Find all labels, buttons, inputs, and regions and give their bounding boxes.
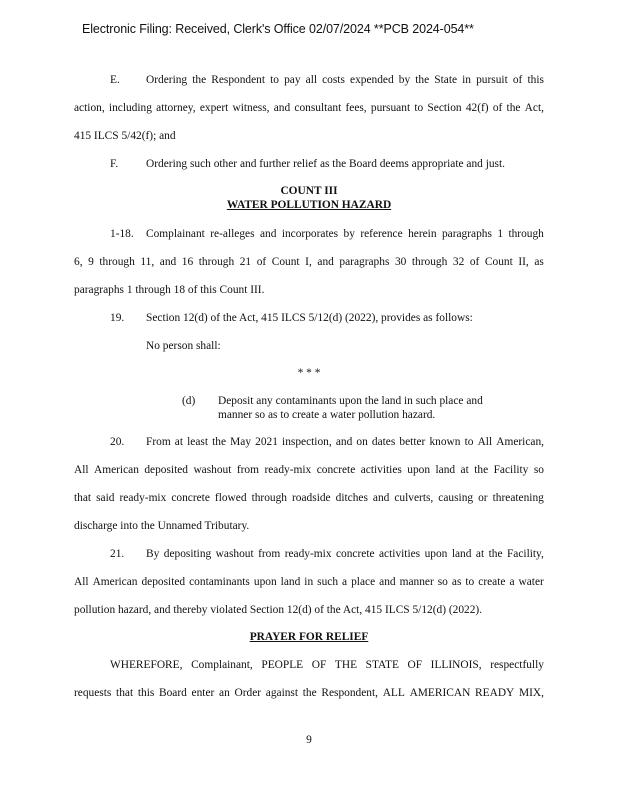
item-e-text-2-word: and	[273, 102, 291, 114]
para-1-18-text-2-word: Count	[484, 256, 513, 268]
para-21-text-1-word: activities	[379, 548, 421, 560]
para-21-text-1-word: By	[146, 548, 160, 560]
item-e-text-2-word: pursuant	[370, 102, 411, 114]
para-20-text-3-word: through	[251, 492, 287, 504]
para-20-text-1-word: at	[174, 436, 184, 448]
para-20-text-3-word: threatening	[492, 492, 544, 504]
para-1-18-text-2-word: 30	[394, 256, 407, 268]
item-e-text-word: the	[192, 74, 207, 86]
para-20-text-3-word: ditches	[335, 492, 368, 504]
para-1-18-text-2-word: through	[198, 256, 235, 268]
sub-clause-label: (d)	[182, 395, 196, 407]
para-21-text-1-word: ready-mix	[284, 548, 332, 560]
item-e-text-word: Ordering	[146, 74, 188, 86]
para-21-text-2-word: a	[509, 576, 515, 588]
item-e-text-word: all	[305, 74, 318, 86]
para-20-text-2-word: ready-mix	[264, 464, 312, 476]
para-21-text-2-word: a	[342, 576, 348, 588]
para-1-18-text-1-word: paragraphs	[441, 228, 492, 240]
para-21-text-2-word: American	[92, 576, 138, 588]
item-f-label: F.	[110, 158, 119, 170]
para-1-18-text-1-word: through	[508, 228, 544, 240]
para-1-18-text-1-word: incorporates	[281, 228, 339, 240]
para-21-text-1-word: at	[475, 548, 485, 560]
para-1-18-line1	[146, 227, 544, 241]
para-20-text-1-word: All	[477, 436, 493, 448]
para-20-text-1-word: inspection,	[282, 436, 332, 448]
prayer-text-2-word: AMERICAN	[409, 687, 471, 699]
item-e-text-word: in	[462, 74, 472, 86]
para-20-text-3-word: causing	[438, 492, 474, 504]
prayer-text-1-word: THE	[334, 659, 358, 671]
para-20-text-3-word: culverts,	[394, 492, 434, 504]
item-e-text-word: pursuit	[476, 74, 508, 86]
item-e-text-2-word: expert	[199, 102, 229, 114]
prayer-text-2-word: enter	[191, 687, 215, 699]
item-e-label: E.	[110, 74, 120, 86]
para-20-text-2-word: the	[474, 464, 489, 476]
para-20-text-1-word: to	[464, 436, 474, 448]
para-20-text-1-word: May	[230, 436, 252, 448]
prayer-text-2-word: that	[116, 687, 134, 699]
item-e-text-word: to	[270, 74, 279, 86]
para-1-18-text-2-word: and	[159, 256, 177, 268]
item-e-text-2-word: Section	[427, 102, 462, 114]
para-20-text-2-word: concrete	[316, 464, 356, 476]
prayer-text-2-word: the	[302, 687, 317, 699]
para-1-18-text-2-word: through	[411, 256, 448, 268]
para-21-text-1-word: washout	[215, 548, 254, 560]
para-1-18-text-1-word: reference	[360, 228, 403, 240]
prayer-text-2-word: READY	[475, 687, 515, 699]
para-21-text-1-word: land	[451, 548, 472, 560]
para-21-text-1-word: from	[258, 548, 281, 560]
no-person-shall: No person shall:	[146, 340, 221, 352]
para-20-text-1-word: dates	[371, 436, 396, 448]
para-20-line4: discharge into the Unnamed Tributary.	[74, 520, 250, 532]
para-21-text-2-word: and	[379, 576, 396, 588]
para-21-line3: pollution hazard, and thereby violated Section 12(d) of the Act, 415 ILCS 5/12(d) (2022).	[74, 604, 483, 616]
para-21-number: 21.	[110, 548, 125, 560]
sub-clause-line2: manner so as to create a water pollution hazard.	[218, 409, 436, 421]
para-20-text-1-word: 2021	[255, 436, 278, 448]
prayer-text-1-word: PEOPLE	[261, 659, 304, 671]
para-1-18-text-2-word: 16	[181, 256, 194, 268]
item-e-text-2-word: of	[492, 102, 503, 114]
count-subtitle: WATER POLLUTION HAZARD	[226, 199, 392, 211]
prayer-text-2-word: against	[265, 687, 299, 699]
para-21-text-2-word: land	[280, 576, 301, 588]
prayer-line2	[74, 686, 544, 700]
page-number: 9	[306, 734, 312, 746]
para-1-18-text-2-word: and	[317, 256, 334, 268]
prayer-text-1-word: STATE	[365, 659, 399, 671]
para-21-text-2-word: upon	[253, 576, 277, 588]
para-20-line1	[146, 435, 544, 449]
para-1-18-text-1-word: by	[343, 228, 355, 240]
para-20-text-2-word: American	[94, 464, 139, 476]
para-20-text-2-word: at	[460, 464, 469, 476]
para-21-line2	[74, 575, 544, 589]
para-20-text-3-word: flowed	[214, 492, 247, 504]
para-1-18-text-2-word: 21	[239, 256, 252, 268]
para-1-18-text-1-word: and	[259, 228, 277, 240]
para-21-text-2-word: manner	[399, 576, 434, 588]
para-20-text-3-word: said	[96, 492, 115, 504]
item-e-text-word: expended	[350, 74, 394, 86]
prayer-text-2-word: this	[137, 687, 155, 699]
para-21-text-2-word: to	[465, 576, 475, 588]
para-1-18-line3: paragraphs 1 through 18 of this Count III.	[74, 284, 265, 296]
para-21-text-1-word: upon	[424, 548, 448, 560]
item-e-text-2-word: 42(f)	[465, 102, 489, 114]
prayer-text-1-word: WHEREFORE,	[110, 659, 183, 671]
prayer-text-2-word: Board	[159, 687, 187, 699]
item-e-text-word: pay	[284, 74, 301, 86]
para-1-18-text-2-word: Count	[271, 256, 300, 268]
para-1-18-text-2-word: II,	[518, 256, 529, 268]
para-1-18-text-2-word: of	[469, 256, 480, 268]
para-20-text-1-word: least	[187, 436, 209, 448]
para-20-text-3-word: and	[372, 492, 390, 504]
prayer-text-1-word: Complainant,	[191, 659, 253, 671]
para-21-text-2-word: water	[518, 576, 544, 588]
prayer-text-2-word: ALL	[382, 687, 405, 699]
para-20-line2	[74, 463, 544, 477]
prayer-text-2-word: Order	[234, 687, 262, 699]
para-21-text-2-word: such	[317, 576, 339, 588]
item-e-text-2-word: fees,	[345, 102, 367, 114]
prayer-heading: PRAYER FOR RELIEF	[249, 631, 369, 643]
para-20-text-2-word: upon	[407, 464, 431, 476]
prayer-line1	[110, 658, 544, 672]
para-20-text-1-word: American,	[496, 436, 544, 448]
para-21-text-2-word: as	[451, 576, 462, 588]
sub-clause-line1: Deposit any contaminants upon the land in such place and	[218, 395, 483, 407]
item-e-text-2-word: to	[414, 102, 424, 114]
item-e-text-word: this	[527, 74, 544, 86]
para-21-text-2-word: All	[74, 576, 89, 588]
para-20-text-2-word: so	[533, 464, 544, 476]
para-20-line3	[74, 491, 544, 505]
para-20-text-3-word: or	[478, 492, 488, 504]
para-20-text-2-word: deposited	[144, 464, 188, 476]
filing-header: Electronic Filing: Received, Clerk's Office 02/07/2024 **PCB 2024-054**	[82, 22, 474, 36]
item-e-line3: 415 ILCS 5/42(f); and	[74, 130, 176, 142]
para-21-text-1-word: the	[488, 548, 503, 560]
para-1-18-text-1-word: herein	[408, 228, 437, 240]
para-20-text-2-word: All	[74, 464, 89, 476]
item-f-line1: Ordering such other and further relief as the Board deems appropriate and just.	[146, 158, 505, 170]
item-e-text-2-word: Act,	[524, 102, 544, 114]
para-1-18-text-2-word: as	[534, 256, 544, 268]
para-20-text-3-word: roadside	[292, 492, 331, 504]
item-e-text-2-word: including	[108, 102, 152, 114]
para-21-text-2-word: in	[304, 576, 314, 588]
para-21-text-2-word: place	[351, 576, 376, 588]
para-20-text-1-word: on	[356, 436, 368, 448]
para-21-text-2-word: create	[478, 576, 506, 588]
item-e-text-word: of	[512, 74, 523, 86]
para-19-line1: Section 12(d) of the Act, 415 ILCS 5/12(d) (2022), provides as follows:	[146, 312, 473, 324]
prayer-text-1-word: respectfully	[490, 659, 544, 671]
para-21-text-2-word: deposited	[141, 576, 186, 588]
para-20-text-2-word: from	[236, 464, 259, 476]
prayer-text-1-word: ILLINOIS,	[430, 659, 482, 671]
prayer-text-2-word: requests	[74, 687, 112, 699]
para-1-18-text-2-word: through	[99, 256, 135, 268]
item-e-text-2-word: the	[506, 102, 521, 114]
para-21-text-1-word: concrete	[335, 548, 375, 560]
para-21-text-1-word: depositing	[163, 548, 212, 560]
para-20-text-1-word: the	[212, 436, 227, 448]
item-e-text-2-word: action,	[74, 102, 105, 114]
item-e-text-word: the	[415, 74, 430, 86]
item-e-text-2-word: witness,	[232, 102, 270, 114]
para-20-text-3-word: that	[74, 492, 92, 504]
para-20-text-3-word: ready-mix	[119, 492, 167, 504]
para-20-text-1-word: and	[335, 436, 353, 448]
para-1-18-line2	[74, 255, 544, 269]
prayer-text-2-word: an	[219, 687, 230, 699]
item-e-text-word: Respondent	[211, 74, 266, 86]
para-21-text-2-word: contaminants	[189, 576, 250, 588]
para-21-text-1-word: Facility,	[506, 548, 544, 560]
para-20-number: 20.	[110, 436, 125, 448]
para-1-18-text-1-word: re-alleges	[210, 228, 255, 240]
item-e-text-2-word: consultant	[294, 102, 342, 114]
para-21-line1	[146, 547, 544, 561]
para-20-text-2-word: washout	[193, 464, 232, 476]
para-1-18-text-2-word: 32	[452, 256, 465, 268]
para-1-18-text-2-word: of	[256, 256, 267, 268]
para-20-text-2-word: land	[435, 464, 456, 476]
para-20-text-2-word: activities	[360, 464, 402, 476]
para-1-18-text-2-word: 11,	[140, 256, 155, 268]
item-e-line1	[146, 73, 544, 87]
para-21-text-2-word: so	[437, 576, 448, 588]
para-1-18-number: 1-18.	[110, 228, 134, 240]
item-e-text-2-word: attorney,	[156, 102, 196, 114]
item-e-text-word: costs	[322, 74, 345, 86]
para-1-18-text-1-word: 1	[497, 228, 504, 240]
para-1-18-text-2-word: paragraphs	[339, 256, 390, 268]
para-1-18-text-2-word: I,	[305, 256, 312, 268]
item-e-text-word: by	[398, 74, 411, 86]
para-20-text-1-word: known	[429, 436, 461, 448]
para-20-text-1-word: From	[146, 436, 171, 448]
para-20-text-2-word: Facility	[493, 464, 529, 476]
para-20-text-3-word: concrete	[171, 492, 210, 504]
para-1-18-text-2-word: 9	[88, 256, 94, 268]
para-1-18-text-1-word: Complainant	[146, 228, 205, 240]
prayer-text-1-word: OF	[311, 659, 327, 671]
para-19-number: 19.	[110, 312, 125, 324]
ellipsis-marker: * * *	[297, 367, 321, 379]
para-1-18-text-2-word: 6,	[74, 256, 83, 268]
count-title: COUNT III	[280, 185, 338, 197]
prayer-text-1-word: OF	[407, 659, 423, 671]
item-e-line2	[74, 101, 544, 115]
item-e-text-word: State	[434, 74, 458, 86]
para-20-text-1-word: better	[399, 436, 426, 448]
prayer-text-2-word: Respondent,	[321, 687, 378, 699]
prayer-text-2-word: MIX,	[518, 687, 544, 699]
